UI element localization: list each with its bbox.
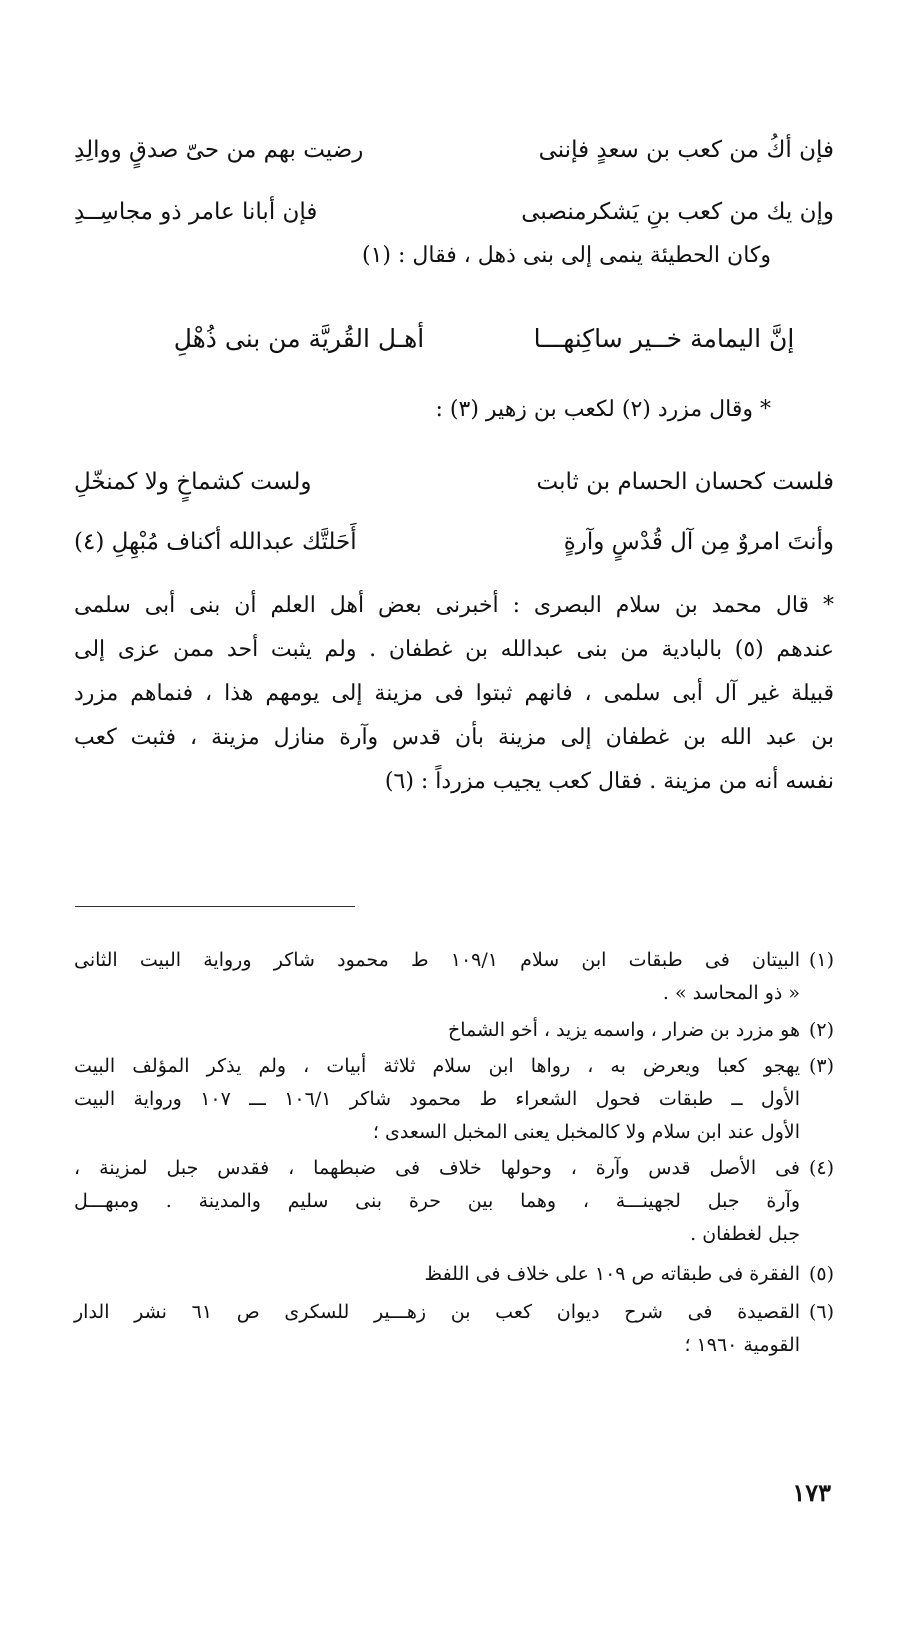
verse-hemistich-first: إنَّ اليمامة خــير ساكِنهـــا <box>533 323 795 353</box>
verse-hemistich-second: أَحَلتَّك عبدالله أكناف مُبْهِلِ (٤) <box>74 529 357 555</box>
footnote-6 <box>74 1296 834 1362</box>
footnote-line: « ذو المحاسد » . <box>662 982 800 1004</box>
prose-muzarrid-intro: * وقال مزرد (٢) لكعب بن زهير (٣) : <box>435 397 771 422</box>
verse-hemistich-first: وأنتَ امروٌ مِن آل قُدْسٍ وآرةٍ <box>563 529 834 555</box>
verse-line-1 <box>74 130 834 170</box>
verse-hemistich-second: أهـل القُريَّة من بنى ذُهْلِ <box>173 323 425 353</box>
footnote-line: البيتان فى طبقات ابن سلام ١٠٩/١ ط محمود شاكر ورواية البيت الثانى <box>74 949 801 971</box>
verse-hemistich-second: رضيت بهم من حىّ صدقٍ ووالِدِ <box>74 137 364 163</box>
verse-line-yamama <box>119 318 849 358</box>
footnote-3 <box>74 1050 834 1149</box>
page-number: ١٧٣ <box>792 1478 831 1507</box>
footnote-line: فى الأصل قدس وآرة ، وحولها خلاف فى ضبطهما ، فقدس جبل لمزينة ، <box>74 1157 800 1179</box>
verse-hemistich-second: فإن أبانا عامر ذو مجاسِــدِ <box>74 199 318 225</box>
verse-hemistich-first: فإن أكُ من كعب بن سعدٍ فإننى <box>538 137 834 163</box>
footnote-number: (٥) <box>808 1263 834 1285</box>
prose-line: * قال محمد بن سلام البصرى : أخبرنى بعض أهل العلم أن بنى أبى سلمى <box>74 593 834 618</box>
footnote-line: هو مزرد بن ضرار ، واسمه يزيد ، أخو الشماخ <box>447 1019 800 1041</box>
footnote-line: القصيدة فى شرح ديوان كعب بن زهـــير للسكرى ص ٦١ نشر الدار <box>74 1301 801 1323</box>
verse-hemistich-first: وإن يك من كعب بنِ يَشكرمنصبى <box>521 199 834 225</box>
footnote-line: جبل لغطفان . <box>690 1223 800 1245</box>
prose-line: بن عبد الله بن غطفان إلى مزينة بأن قدس وآرة منازل مزينة ، فثبت كعب <box>74 725 834 750</box>
footnote-line: وآرة جبل لجهينـــة ، وهما بين حرة بنى سليم والمدينة . ومبهـــل <box>74 1190 800 1212</box>
footnote-line: الأول عند ابن سلام ولا كالمخبل يعنى المخبل السعدى ؛ <box>372 1121 800 1143</box>
verse-line-4 <box>74 522 834 562</box>
prose-hutayaa-intro: وكان الحطيئة ينمى إلى بنى ذهل ، فقال : (١) <box>361 243 771 268</box>
footnote-5 <box>74 1258 834 1291</box>
footnote-number: (٣) <box>808 1055 834 1077</box>
verse-line-3 <box>74 462 834 502</box>
verse-hemistich-second: ولست كشماخٍ ولا كمنخّلِ <box>74 469 312 495</box>
footnote-line: الأول ــ طبقات فحول الشعراء ط محمود شاكر ١٠٦/١ ـــ ١٠٧ ورواية البيت <box>74 1088 800 1110</box>
footnote-line: الفقرة فى طبقاته ص ١٠٩ على خلاف فى اللفظ <box>424 1263 800 1285</box>
footnote-4 <box>74 1152 834 1251</box>
footnote-number: (٦) <box>808 1301 834 1323</box>
verse-line-2 <box>74 192 834 232</box>
footnote-1 <box>74 944 834 1010</box>
footnote-number: (٢) <box>808 1019 834 1041</box>
footnote-number: (١) <box>808 949 834 971</box>
verse-hemistich-first: فلست كحسان الحسام بن ثابت <box>536 469 834 495</box>
footnote-line: القومية ١٩٦٠ ؛ <box>684 1334 800 1356</box>
footnote-number: (٤) <box>808 1157 834 1179</box>
prose-line: عندهم (٥) بالبادية من بنى عبدالله بن غطفان . ولم يثبت أحد ممن عزى إلى <box>74 637 834 662</box>
footnote-2 <box>74 1014 834 1047</box>
prose-line: قبيلة غير آل أبى سلمى ، فانهم ثبتوا فى مزينة إلى يومهم هذا ، فنماهم مزرد <box>74 681 834 706</box>
footnote-separator <box>75 906 355 907</box>
prose-line: نفسه أنه من مزينة . فقال كعب يجيب مزرداً : (٦) <box>384 769 834 794</box>
footnote-line: يهجو كعبا ويعرض به ، رواها ابن سلام ثلاثة أبيات ، ولم يذكر المؤلف البيت <box>74 1055 800 1077</box>
